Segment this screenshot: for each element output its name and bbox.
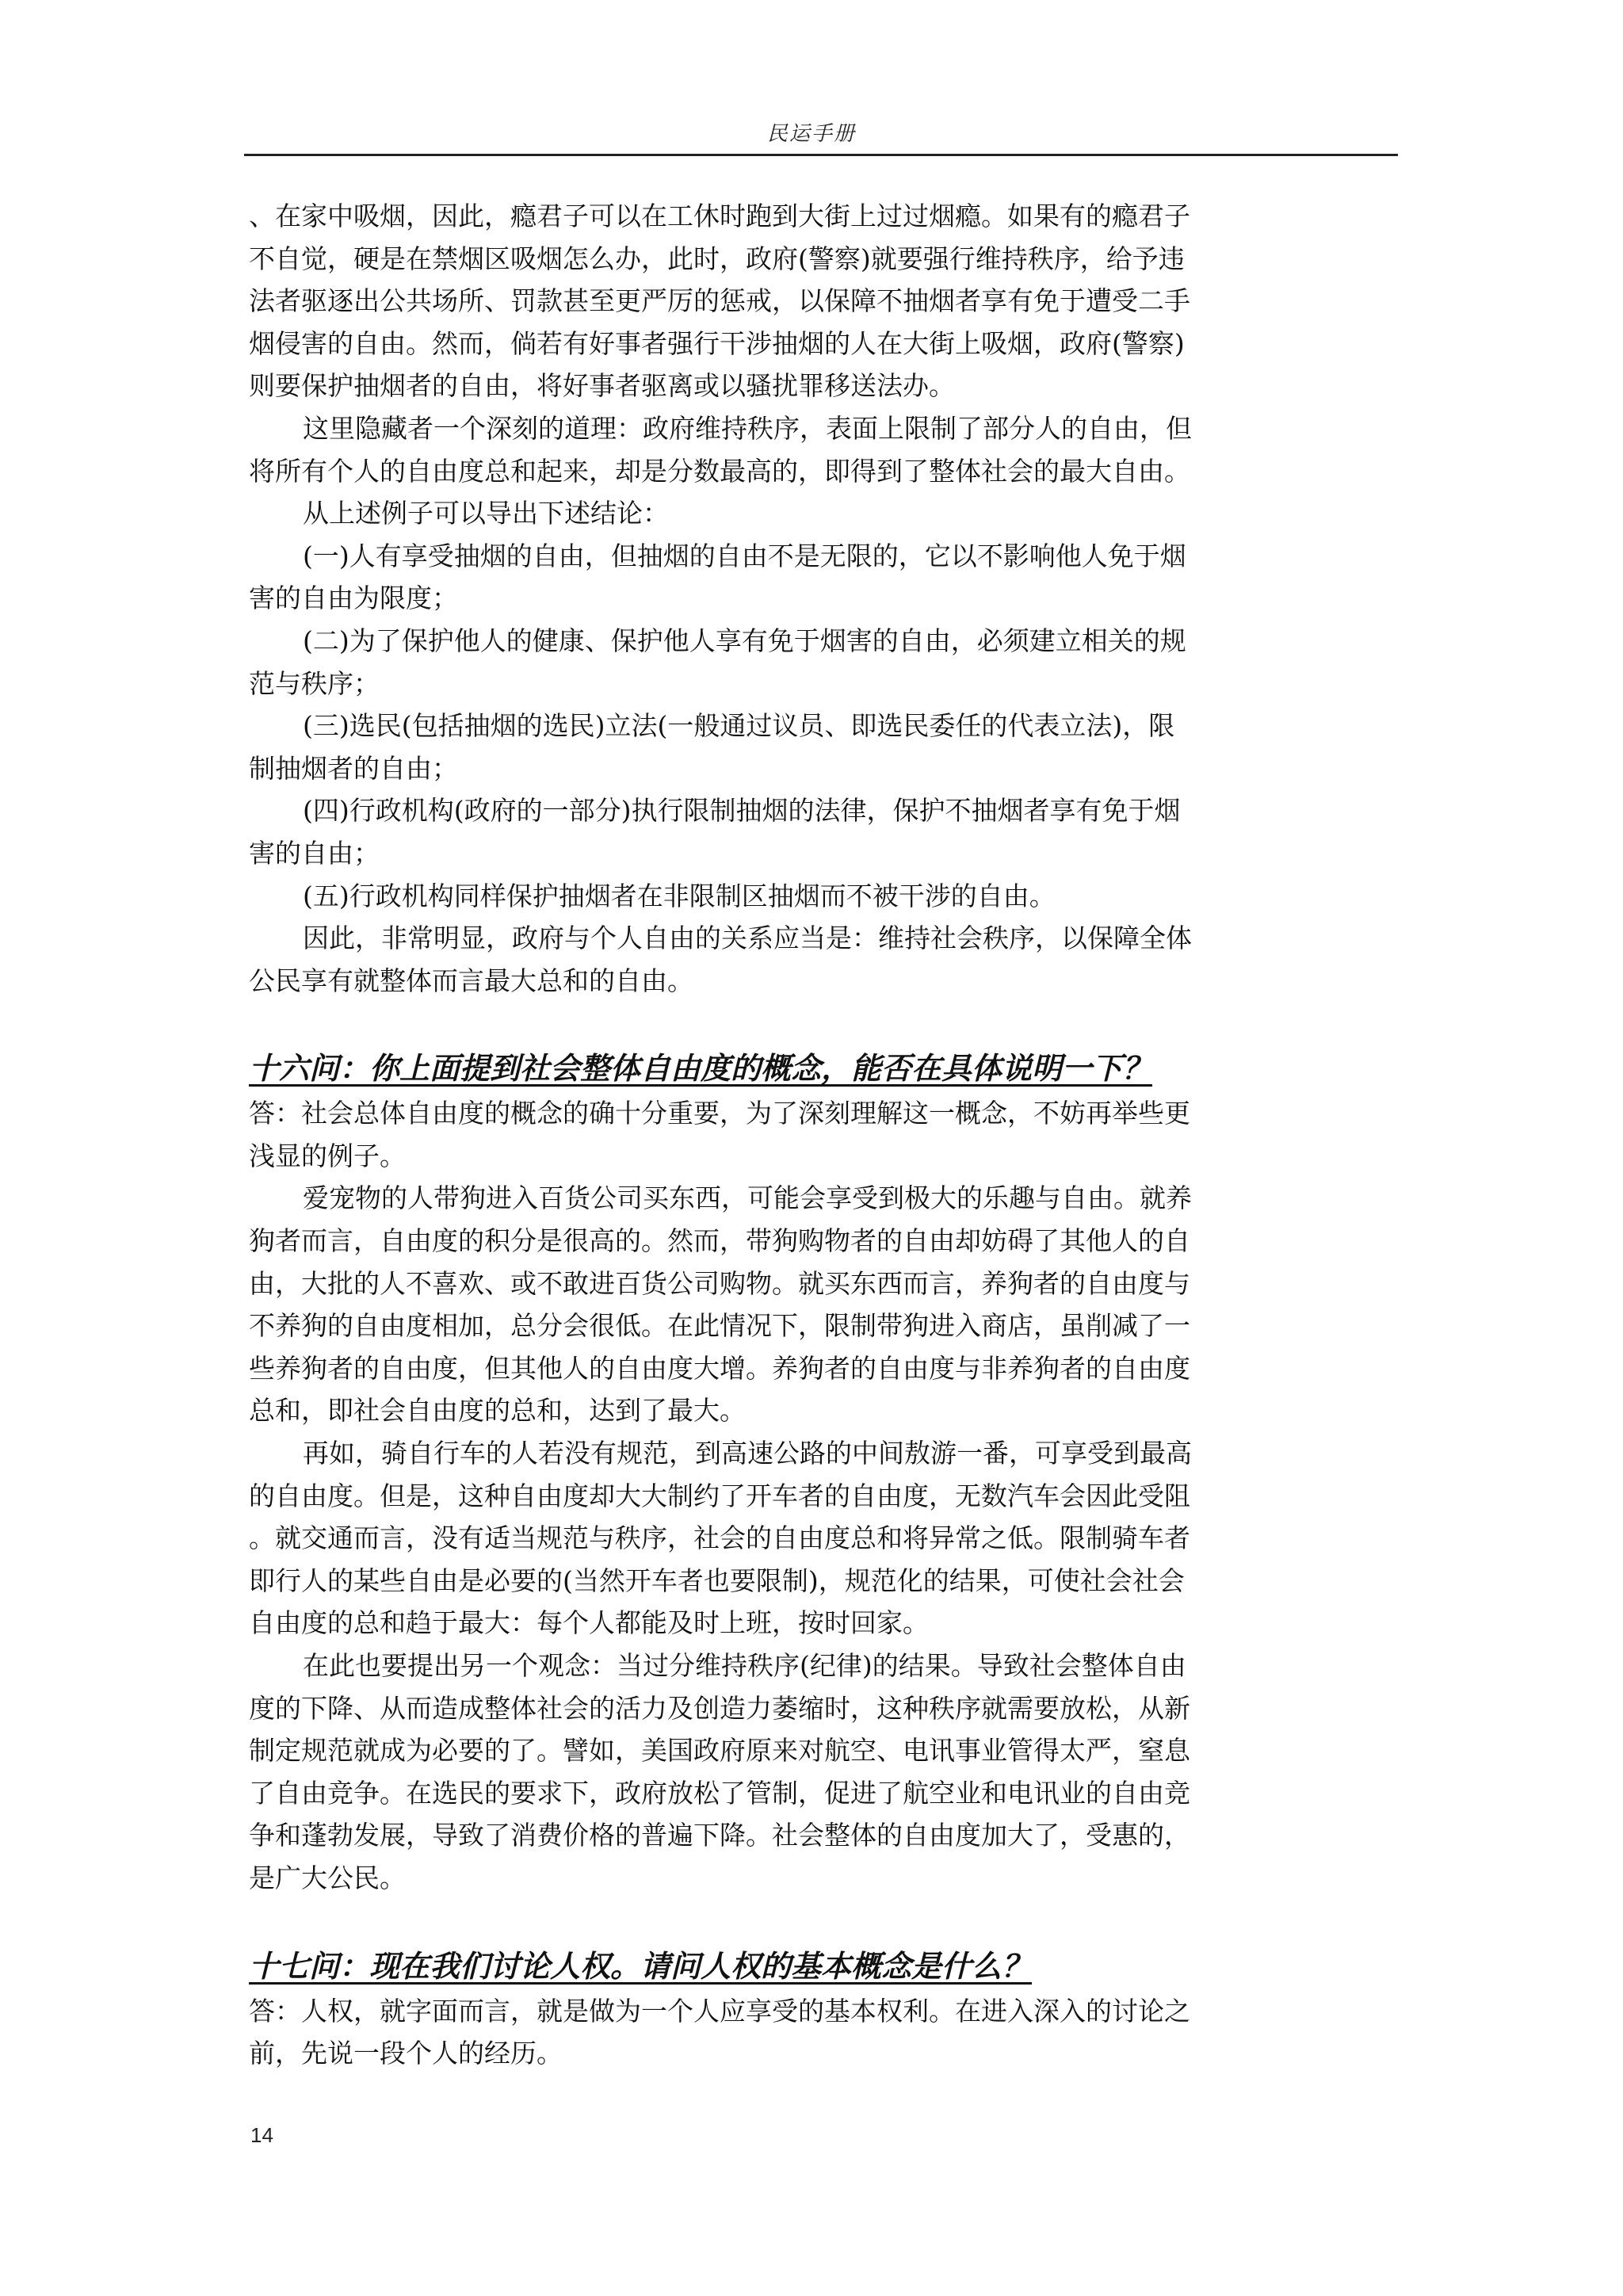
text-line: 公民享有就整体而言最大总和的自由。 [249, 965, 693, 996]
section-gap [249, 1900, 1293, 1943]
text-line: 则要保护抽烟者的自由，将好事者驱离或以骚扰罪移送法办。 [249, 370, 955, 402]
question-heading: 十六问：你上面提到社会整体自由度的概念，能否在具体说明一下？ [249, 1050, 1153, 1087]
text-line: 、在家中吸烟，因此，瘾君子可以在工休时跑到大街上过过烟瘾。如果有的瘾君子 [249, 201, 1190, 231]
text-line: 法者驱逐出公共场所、罚款甚至更严厉的惩戒，以保障不抽烟者享有免于遭受二手 [249, 285, 1190, 317]
paragraph-first-line: 因此，非常明显，政府与个人自由的关系应当是：维持社会秩序，以保障全体 [303, 923, 1192, 954]
paragraph-first-line: (五)行政机构同样保护抽烟者在非限制区抽烟而不被干涉的自由。 [303, 880, 1056, 911]
question-heading: 十七问：现在我们讨论人权。请问人权的基本概念是什么？ [249, 1947, 1033, 1984]
page-number: 14 [250, 2123, 273, 2147]
paragraph-first-line: (一)人有享受抽烟的自由，但抽烟的自由不是无限的，它以不影响他人免于烟 [303, 540, 1186, 571]
text-line: 浅显的例子。 [249, 1140, 406, 1171]
paragraph-first-line: (二)为了保护他人的健康、保护他人享有免于烟害的自由，必须建立相关的规 [303, 625, 1186, 656]
paragraph-first-line: 在此也要提出另一个观念：当过分维持秩序(纪律)的结果。导致社会整体自由 [303, 1650, 1186, 1681]
text-line: 。就交通而言，没有适当规范与秩序，社会的自由度总和将异常之低。限制骑车者 [249, 1522, 1190, 1554]
text-line: 些养狗者的自由度，但其他人的自由度大增。养狗者的自由度与非养狗者的自由度 [249, 1352, 1190, 1384]
section-gap [249, 1002, 1293, 1045]
text-line: 制定规范就成为必要的了。譬如，美国政府原来对航空、电讯事业管得太严，窒息 [249, 1735, 1190, 1767]
text-line: 答：人权，就字面而言，就是做为一个人应享受的基本权利。在进入深入的讨论之 [249, 1995, 1190, 2027]
text-line: 度的下降、从而造成整体社会的活力及创造力萎缩时，这种秩序就需要放松，从新 [249, 1692, 1190, 1724]
text-line: 即行人的某些自由是必要的(当然开车者也要限制)，规范化的结果，可使社会社会 [249, 1564, 1185, 1596]
text-line: 烟侵害的自由。然而，倘若有好事者强行干涉抽烟的人在大街上吸烟，政府(警察) [249, 327, 1185, 359]
text-line: 自由度的总和趋于最大：每个人都能及时上班，按时回家。 [249, 1607, 929, 1639]
text-line: 由，大批的人不喜欢、或不敢进百货公司购物。就买东西而言，养狗者的自由度与 [249, 1267, 1190, 1299]
page-body [249, 195, 1293, 2075]
header-divider [244, 154, 1398, 156]
text-line: 总和，即社会自由度的总和，达到了最大。 [249, 1395, 746, 1427]
text-line: 争和蓬勃发展，导致了消费价格的普遍下降。社会整体的自由度加大了，受惠的， [249, 1820, 1190, 1851]
paragraph-first-line: (三)选民(包括抽烟的选民)立法(一般通过议员、即选民委任的代表立法)，限 [303, 710, 1175, 742]
paragraph-first-line: (四)行政机构(政府的一部分)执行限制抽烟的法律，保护不抽烟者享有免于烟 [303, 795, 1181, 827]
text-line: 不自觉，硬是在禁烟区吸烟怎么办，此时，政府(警察)就要强行维持秩序，给予违 [249, 243, 1185, 274]
text-line: 将所有个人的自由度总和起来，却是分数最高的，即得到了整体社会的最大自由。 [249, 455, 1190, 487]
text-line: 制抽烟者的自由； [249, 752, 458, 784]
text-line: 狗者而言，自由度的积分是很高的。然而，带狗购物者的自由却妨碍了其他人的自 [249, 1225, 1190, 1257]
text-line: 前，先说一段个人的经历。 [249, 2038, 563, 2069]
text-line: 答：社会总体自由度的概念的确十分重要，为了深刻理解这一概念，不妨再举些更 [249, 1098, 1190, 1129]
paragraph-first-line: 爱宠物的人带狗进入百货公司买东西，可能会享受到极大的乐趣与自由。就养 [303, 1182, 1192, 1214]
text-line: 是广大公民。 [249, 1862, 406, 1893]
text-line: 害的自由为限度； [249, 583, 458, 614]
text-line: 的自由度。但是，这种自由度却大大制约了开车者的自由度，无数汽车会因此受阻 [249, 1480, 1190, 1511]
text-line: 了自由竞争。在选民的要求下，政府放松了管制，促进了航空业和电讯业的自由竞 [249, 1777, 1190, 1809]
text-line: 范与秩序； [249, 667, 380, 699]
paragraph-first-line: 从上述例子可以导出下述结论： [303, 498, 669, 529]
text-line: 害的自由； [249, 837, 380, 869]
paragraph-first-line: 再如，骑自行车的人若没有规范，到高速公路的中间敖游一番，可享受到最高 [303, 1438, 1192, 1469]
text-line: 不养狗的自由度相加，总分会很低。在此情况下，限制带狗进入商店，虽削减了一 [249, 1310, 1190, 1342]
running-header: 民运手册 [766, 122, 856, 146]
paragraph-first-line: 这里隐藏者一个深刻的道理：政府维持秩序，表面上限制了部分人的自由，但 [303, 412, 1192, 444]
